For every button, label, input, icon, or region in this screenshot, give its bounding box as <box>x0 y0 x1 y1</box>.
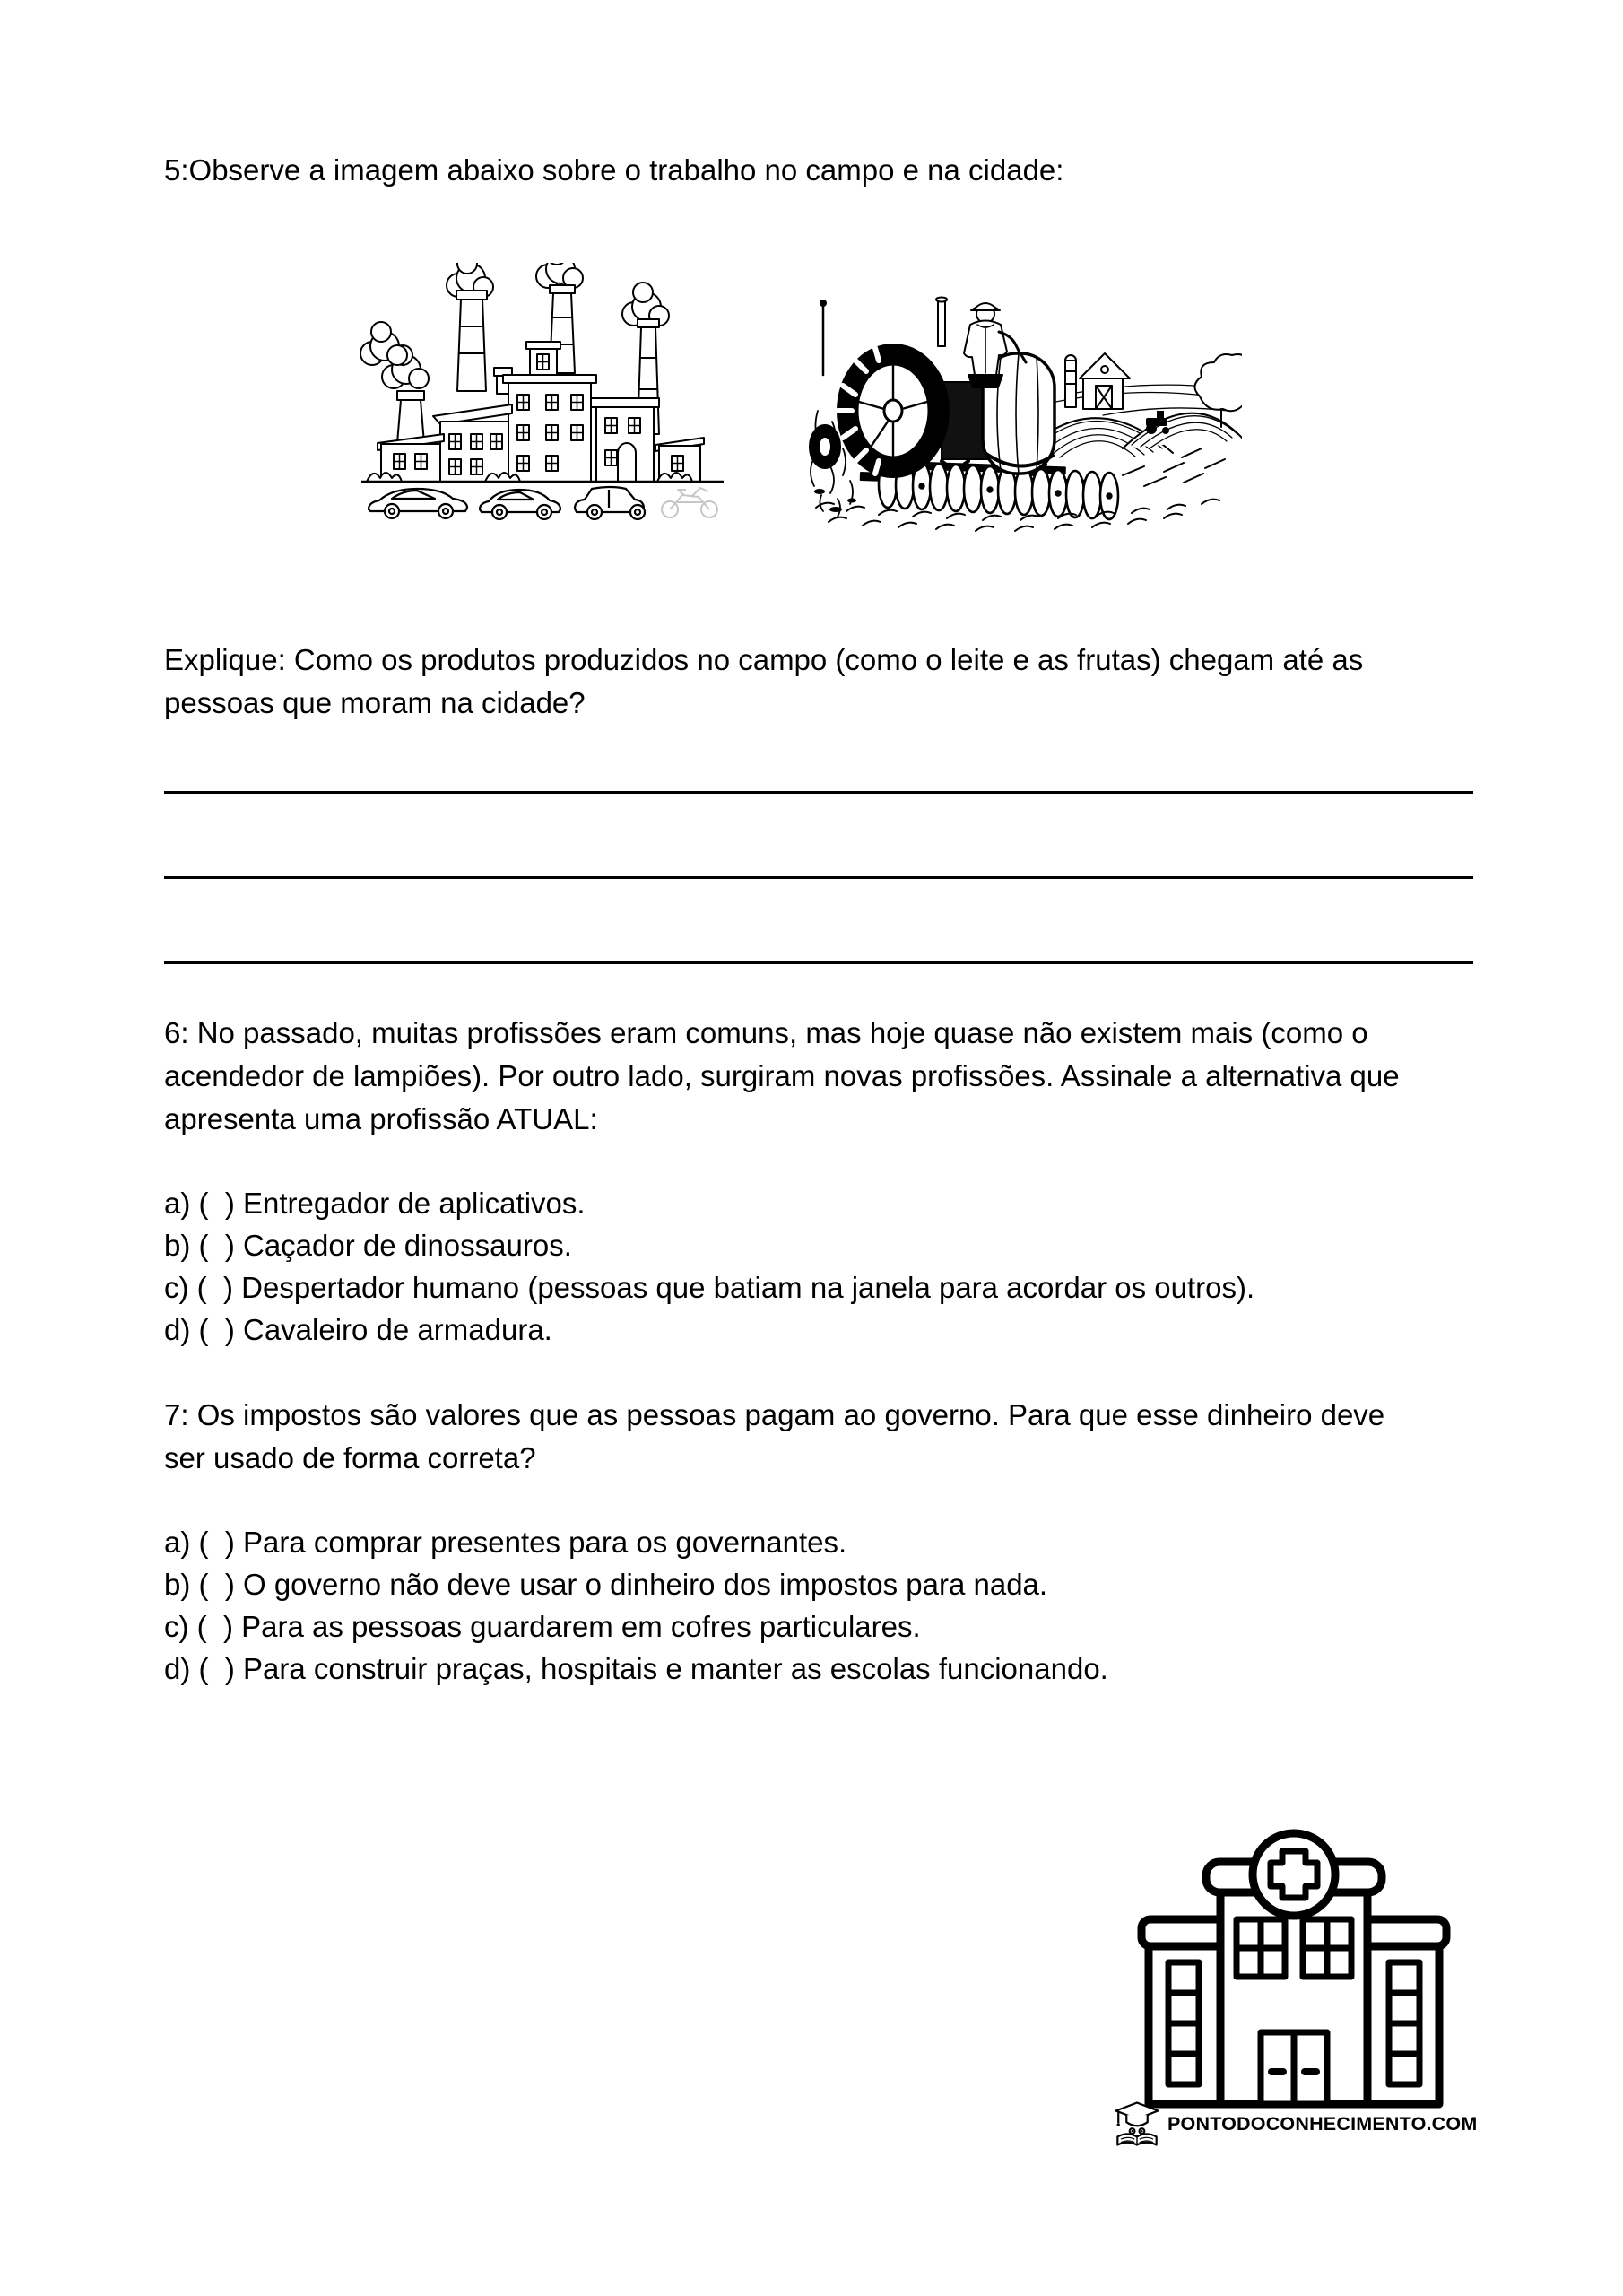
option-row[interactable]: a) ( ) Para comprar presentes para os governantes. <box>164 1526 847 1559</box>
farm-tractor-illustration <box>807 296 1242 534</box>
answer-line[interactable] <box>164 794 1473 879</box>
footer-site-text: PONTODOCONHECIMENTO.COM <box>1167 2112 1478 2135</box>
question-5-title: 5:Observe a imagem abaixo sobre o trabalho no campo e na cidade: <box>164 153 1064 187</box>
option-row[interactable]: b) ( ) Caçador de dinossauros. <box>164 1229 572 1262</box>
footer-brand <box>1112 2095 1477 2152</box>
question-6-text <box>164 1012 1489 1141</box>
option-row[interactable]: d) ( ) Cavaleiro de armadura. <box>164 1313 552 1346</box>
text-line: Explique: Como os produtos produzidos no campo (como o leite e as frutas) chegam até as <box>164 643 1364 676</box>
graduation-cap-book-logo-icon <box>1112 2099 1162 2149</box>
question-6-options <box>164 1182 1489 1351</box>
factory-city-illustration <box>354 263 731 520</box>
option-row[interactable]: b) ( ) O governo não deve usar o dinheiro dos impostos para nada. <box>164 1568 1048 1601</box>
hospital-building-icon <box>1132 1817 1456 2113</box>
text-line: acendedor de lampiões). Por outro lado, surgiram novas profissões. Assinale a alternativa que <box>164 1059 1400 1092</box>
answer-blanks <box>164 709 1473 964</box>
question-7-text <box>164 1394 1489 1480</box>
option-row[interactable]: c) ( ) Para as pessoas guardarem em cofres particulares. <box>164 1610 921 1643</box>
option-row[interactable]: d) ( ) Para construir praças, hospitais e manter as escolas funcionando. <box>164 1652 1108 1685</box>
answer-line[interactable] <box>164 709 1473 794</box>
text-line: 6: No passado, muitas profissões eram comuns, mas hoje quase não existem mais (como o <box>164 1016 1368 1049</box>
text-line: 7: Os impostos são valores que as pessoas pagam ao governo. Para que esse dinheiro deve <box>164 1398 1385 1431</box>
question-7-options <box>164 1521 1489 1690</box>
option-row[interactable]: a) ( ) Entregador de aplicativos. <box>164 1187 586 1220</box>
answer-line[interactable] <box>164 879 1473 964</box>
text-line: apresenta uma profissão ATUAL: <box>164 1102 598 1135</box>
option-row[interactable]: c) ( ) Despertador humano (pessoas que batiam na janela para acordar os outros). <box>164 1271 1255 1304</box>
text-line: ser usado de forma correta? <box>164 1441 536 1474</box>
text-line: pessoas que moram na cidade? <box>164 686 586 719</box>
